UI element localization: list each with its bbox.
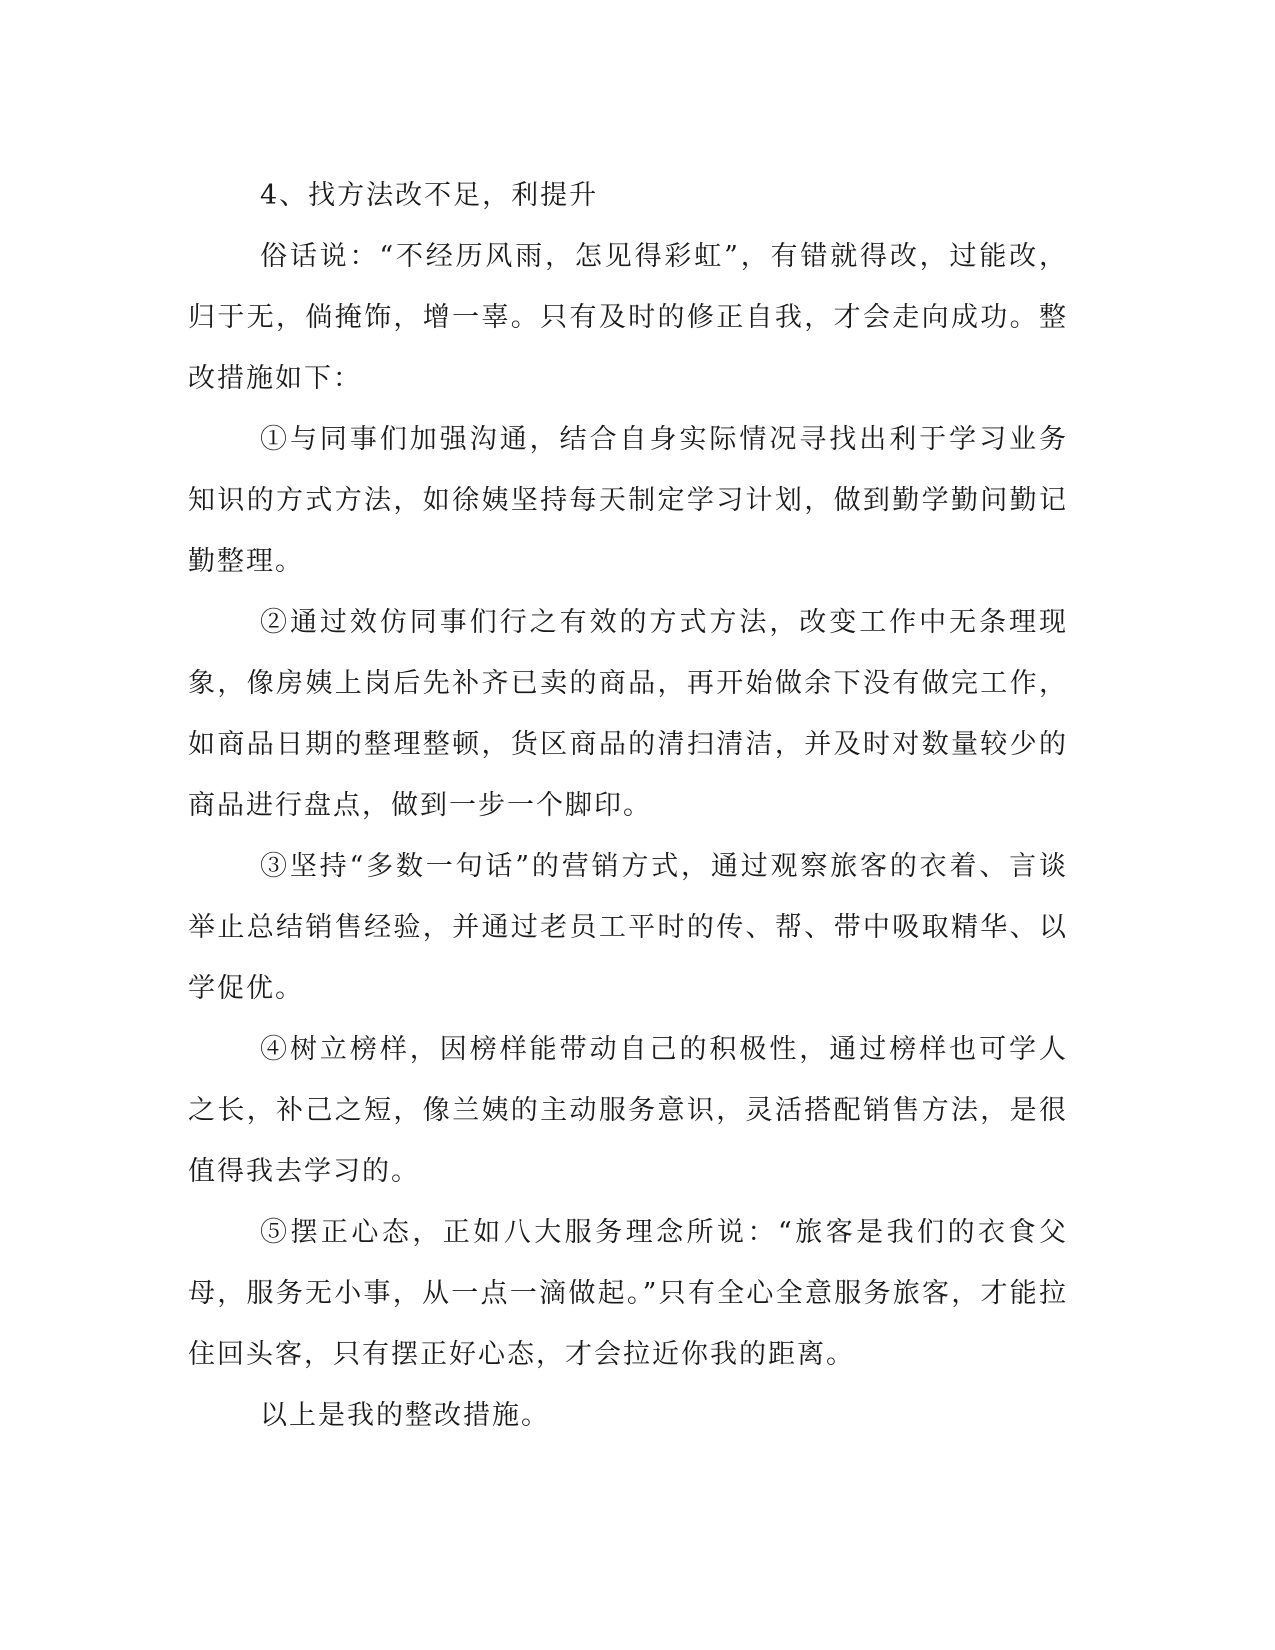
document-body (188, 165, 1068, 1446)
paragraph-measure-3: ③坚持“多数一句话”的营销方式，通过观察旅客的衣着、言谈举止总结销售经验，并通过老员工平时的传、帮、带中吸取精华、以学促优。 (188, 851, 1068, 1004)
paragraph-measure-1: ①与同事们加强沟通，结合自身实际情况寻找出利于学习业务知识的方式方法，如徐姨坚持每天制定学习计划，做到勤学勤问勤记勤整理。 (188, 424, 1068, 577)
section-heading: 4、找方法改不足，利提升 (260, 180, 599, 211)
paragraph-measure-2: ②通过效仿同事们行之有效的方式方法，改变工作中无条理现象，像房姨上岗后先补齐已卖的商品，再开始做余下没有做完工作，如商品日期的整理整顿，货区商品的清扫清洁，并及时对数量较少的商品进行盘点，做到一步一个脚印。 (188, 607, 1068, 821)
paragraph-conclusion: 以上是我的整改措施。 (260, 1400, 550, 1431)
paragraph-measure-4: ④树立榜样，因榜样能带动自己的积极性，通过榜样也可学人之长，补己之短，像兰姨的主动服务意识，灵活搭配销售方法，是很值得我去学习的。 (188, 1034, 1068, 1187)
paragraph-intro: 俗话说：“不经历风雨，怎见得彩虹”，有错就得改，过能改，归于无，倘掩饰，增一辜。只有及时的修正自我，才会走向成功。整改措施如下： (188, 241, 1068, 394)
paragraph-measure-5: ⑤摆正心态，正如八大服务理念所说：“旅客是我们的衣食父母，服务无小事，从一点一滴做起。”只有全心全意服务旅客，才能拉住回头客，只有摆正好心态，才会拉近你我的距离。 (188, 1217, 1068, 1370)
